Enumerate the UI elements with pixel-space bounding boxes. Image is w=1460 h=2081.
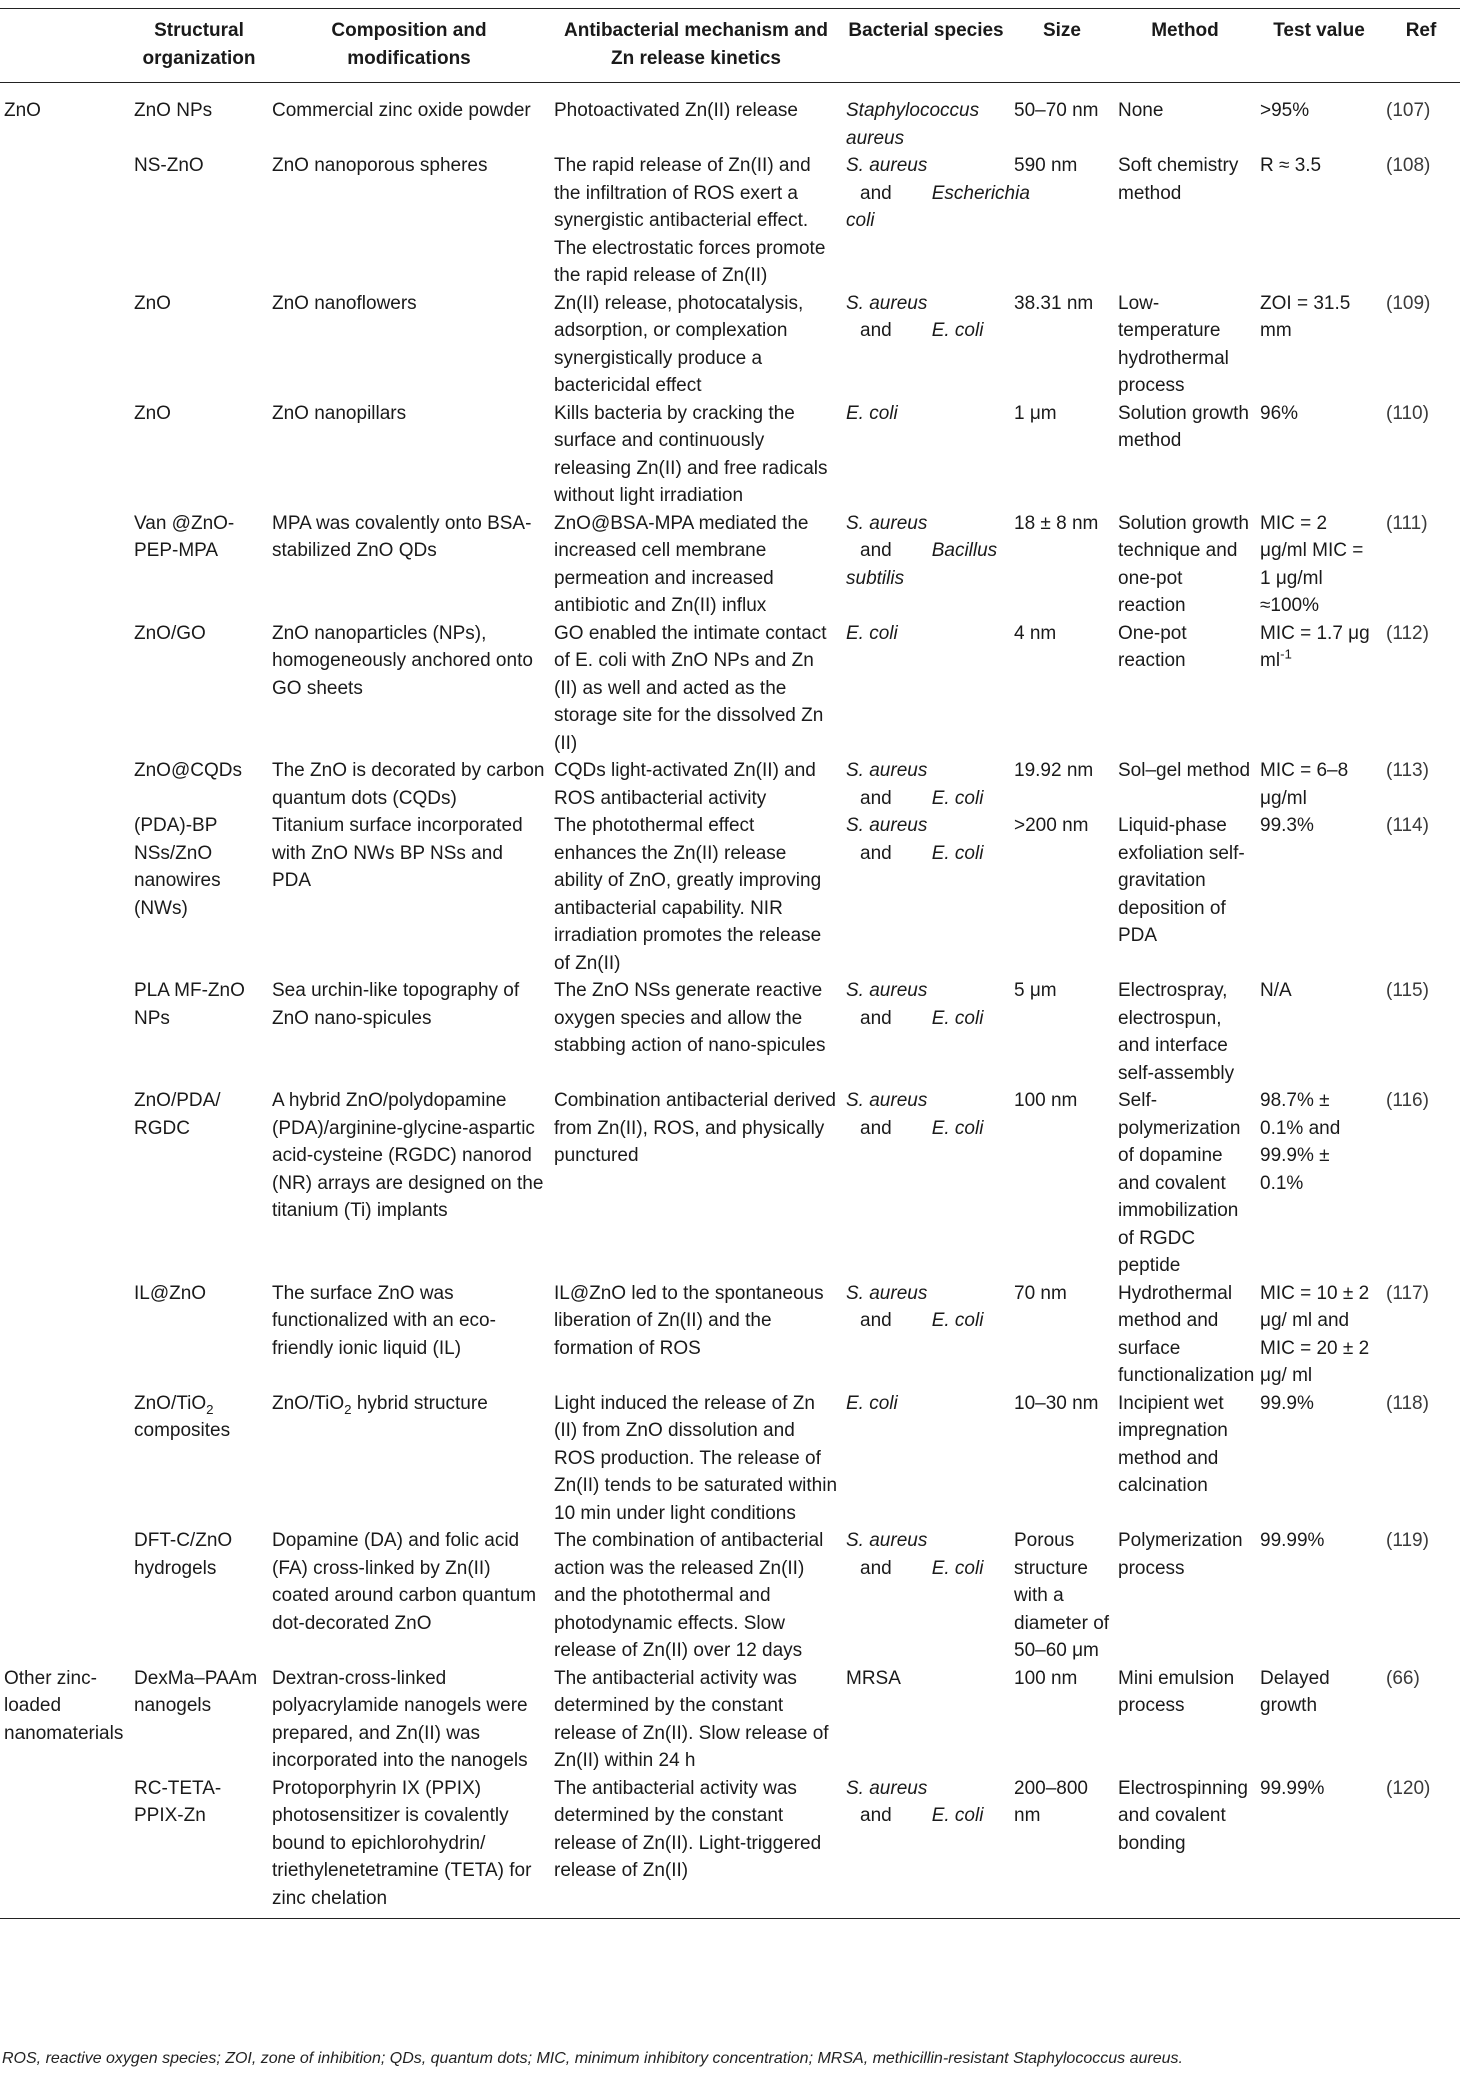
cell-ref: (113) bbox=[1386, 760, 1429, 781]
species-conjunction: and bbox=[860, 1805, 892, 1826]
cell-structure: ZnO/TiO$_2$ composites bbox=[134, 1392, 231, 1441]
cell-category bbox=[0, 1527, 130, 1665]
cell-method: Self-polymerization of dopamine and covalent immobilization of RGDC peptide bbox=[1118, 1090, 1241, 1276]
cell-composition: Protoporphyrin IX (PPIX) photosensitizer is covalently bound to epichlorohydrin/ triethylenetetramine (TETA) for zinc chelation bbox=[272, 1777, 532, 1909]
cell-ref: (115) bbox=[1386, 980, 1429, 1001]
cell-ref: (116) bbox=[1386, 1090, 1429, 1111]
table-row bbox=[0, 510, 1460, 620]
cell-method: Liquid-phase exfoliation self-gravitation deposition of PDA bbox=[1118, 815, 1245, 946]
species-name: E. coli bbox=[931, 1007, 984, 1029]
cell-category bbox=[0, 400, 130, 510]
table-row bbox=[0, 977, 1460, 1087]
cell-test-value: 99.3% bbox=[1260, 815, 1314, 836]
species-conjunction: and bbox=[860, 1007, 892, 1029]
cell-method: Solution growth method bbox=[1118, 402, 1249, 451]
cell-mechanism: Kills bacteria by cracking the surface and continuously releasing Zn(II) and free radicals without light irradiation bbox=[554, 402, 828, 506]
cell-composition: MPA was covalently onto BSA-stabilized ZnO QDs bbox=[272, 512, 532, 561]
cell-composition: The surface ZnO was functionalized with an eco-friendly ionic liquid (IL) bbox=[272, 1282, 496, 1359]
cell-ref: (110) bbox=[1386, 402, 1429, 424]
cell-ref: (119) bbox=[1386, 1530, 1429, 1551]
cell-structure: IL@ZnO bbox=[134, 1282, 207, 1304]
cell-category bbox=[0, 510, 130, 620]
cell-test-value: MIC = 10 ± 2 μg/ ml and MIC = 20 ± 2 μg/ ml bbox=[1260, 1282, 1370, 1386]
table-row bbox=[0, 757, 1460, 812]
cell-structure: ZnO bbox=[134, 402, 171, 424]
species-conjunction: and bbox=[860, 1117, 892, 1139]
cell-test-value: MIC = 6–8 μg/ml bbox=[1260, 760, 1349, 809]
species-name: S. aureus bbox=[846, 1777, 928, 1799]
species-name: Bacillus subtilis bbox=[846, 540, 998, 589]
cell-category bbox=[0, 620, 130, 758]
cell-category bbox=[0, 977, 130, 1087]
cell-size: 19.92 nm bbox=[1014, 760, 1094, 781]
cell-ref: (66) bbox=[1386, 1667, 1420, 1689]
header-row bbox=[0, 9, 1460, 83]
cell-composition: Dextran-cross-linked polyacrylamide nanogels were prepared, and Zn(II) was incorporated into the nanogels bbox=[272, 1667, 528, 1771]
header-species: Bacterial species bbox=[848, 20, 1004, 41]
cell-species bbox=[842, 400, 1010, 510]
cell-composition: Commercial zinc oxide powder bbox=[272, 100, 531, 121]
species-conjunction: and bbox=[860, 320, 892, 341]
cell-test-value: 99.9% bbox=[1260, 1392, 1314, 1414]
table-body bbox=[0, 83, 1460, 1919]
cell-composition: ZnO nanoparticles (NPs), homogeneously anchored onto GO sheets bbox=[272, 622, 533, 699]
species-name: E. coli bbox=[931, 1310, 984, 1331]
species-name: E. coli bbox=[931, 842, 984, 864]
cell-composition: ZnO/TiO$_2$ hybrid structure bbox=[272, 1392, 488, 1417]
cell-ref: (111) bbox=[1386, 512, 1428, 534]
cell-mechanism: The rapid release of Zn(II) and the infiltration of ROS exert a synergistic antibacterial effect. The electrostatic forces promote the rapid release of Zn(II) bbox=[554, 155, 826, 286]
table-header bbox=[0, 9, 1460, 83]
cell-species bbox=[842, 812, 1010, 977]
table-row bbox=[0, 1775, 1460, 1919]
cell-mechanism: The photothermal effect enhances the Zn(II) release ability of ZnO, greatly improving antibacterial capability. NIR irradiation promotes the release of Zn(II) bbox=[554, 815, 822, 974]
table-row bbox=[0, 1527, 1460, 1665]
cell-species bbox=[842, 1390, 1010, 1528]
cell-species bbox=[842, 757, 1010, 812]
cell-method: Solution growth technique and one-pot reaction bbox=[1118, 512, 1249, 616]
species-conjunction: and bbox=[860, 1310, 892, 1331]
cell-species bbox=[842, 977, 1010, 1087]
table-row bbox=[0, 1280, 1460, 1390]
cell-species bbox=[842, 290, 1010, 400]
species-conjunction: and bbox=[860, 182, 892, 204]
cell-method: Polymerization process bbox=[1118, 1530, 1243, 1579]
cell-size: 590 nm bbox=[1014, 155, 1078, 176]
cell-size: 70 nm bbox=[1014, 1282, 1067, 1304]
cell-ref: (120) bbox=[1386, 1777, 1431, 1799]
cell-species bbox=[842, 83, 1010, 153]
cell-mechanism: GO enabled the intimate contact of E. coli with ZnO NPs and Zn (II) as well and acted as the storage site for the dissolved Zn (II) bbox=[554, 622, 827, 754]
cell-composition: ZnO nanopillars bbox=[272, 402, 407, 424]
species-name: E. coli bbox=[931, 1557, 984, 1579]
cell-composition: ZnO nanoporous spheres bbox=[272, 155, 488, 176]
species-name: Staphylococcus bbox=[846, 100, 980, 121]
species-name: S. aureus bbox=[846, 980, 928, 1001]
table-row bbox=[0, 620, 1460, 758]
cell-size: 100 nm bbox=[1014, 1667, 1078, 1689]
cell-species bbox=[842, 1087, 1010, 1280]
cell-test-value: R ≈ 3.5 bbox=[1260, 155, 1322, 176]
cell-test-value: 99.99% bbox=[1260, 1530, 1325, 1551]
species-name: S. aureus bbox=[846, 512, 928, 534]
species-name: S. aureus bbox=[846, 1530, 928, 1551]
cell-size: >200 nm bbox=[1014, 815, 1089, 836]
cell-method: One-pot reaction bbox=[1118, 622, 1187, 671]
cell-species bbox=[842, 1775, 1010, 1919]
cell-structure: DFT-C/ZnO hydrogels bbox=[134, 1530, 233, 1579]
cell-composition: ZnO nanoflowers bbox=[272, 292, 417, 314]
table-row bbox=[0, 83, 1460, 153]
cell-method: Low-temperature hydrothermal process bbox=[1118, 292, 1229, 396]
cell-size: 18 ± 8 nm bbox=[1014, 512, 1099, 534]
cell-size: 200–800 nm bbox=[1014, 1777, 1088, 1826]
cell-mechanism: The ZnO NSs generate reactive oxygen species and allow the stabbing action of nano-spicules bbox=[554, 980, 826, 1056]
cell-category: Other zinc-loaded nanomaterials bbox=[4, 1667, 124, 1744]
cell-size: 1 μm bbox=[1014, 402, 1057, 424]
cell-category bbox=[0, 1775, 130, 1919]
header-size: Size bbox=[1042, 20, 1082, 41]
species-conjunction: and bbox=[860, 540, 892, 561]
cell-test-value: MIC = 1.7 μg $ml^{-1}$ bbox=[1260, 622, 1370, 671]
cell-size: 5 μm bbox=[1014, 980, 1057, 1001]
table-row bbox=[0, 1665, 1460, 1775]
cell-structure: ZnO bbox=[134, 292, 171, 314]
cell-size: 100 nm bbox=[1014, 1090, 1078, 1111]
cell-ref: (107) bbox=[1386, 100, 1431, 121]
cell-test-value: N/A bbox=[1260, 980, 1292, 1001]
cell-method: Sol–gel method bbox=[1118, 760, 1251, 781]
cell-ref: (114) bbox=[1386, 815, 1429, 836]
cell-method: Mini emulsion process bbox=[1118, 1667, 1235, 1716]
cell-structure: PLA MF-ZnO NPs bbox=[134, 980, 245, 1029]
cell-size: 50–70 nm bbox=[1014, 100, 1099, 121]
cell-category bbox=[0, 812, 130, 977]
species-conjunction: and bbox=[860, 842, 892, 864]
cell-species bbox=[842, 620, 1010, 758]
table-row bbox=[0, 152, 1460, 290]
cell-structure: NS-ZnO bbox=[134, 155, 204, 176]
cell-size: 38.31 nm bbox=[1014, 292, 1094, 314]
cell-size: 4 nm bbox=[1014, 622, 1057, 644]
table-row bbox=[0, 290, 1460, 400]
cell-species bbox=[842, 1665, 1010, 1775]
species-name: S. aureus bbox=[846, 1090, 928, 1111]
cell-method: Incipient wet impregnation method and calcination bbox=[1118, 1392, 1228, 1496]
cell-structure: (PDA)-BP NSs/ZnO nanowires (NWs) bbox=[134, 815, 221, 919]
species-name: S. aureus bbox=[846, 1282, 928, 1304]
header-structure: Structural organization bbox=[142, 20, 256, 69]
cell-structure: DexMa–PAAm nanogels bbox=[134, 1667, 258, 1716]
cell-test-value: 96% bbox=[1260, 402, 1299, 424]
species-name: E. coli bbox=[931, 1805, 984, 1826]
cell-category bbox=[0, 1280, 130, 1390]
cell-composition: The ZnO is decorated by carbon quantum dots (CQDs) bbox=[272, 760, 545, 809]
cell-test-value: 99.99% bbox=[1260, 1777, 1325, 1799]
species-name: S. aureus bbox=[846, 155, 928, 176]
cell-mechanism: Combination antibacterial derived from Zn(II), ROS, and physically punctured bbox=[554, 1090, 836, 1166]
cell-category bbox=[0, 290, 130, 400]
species-name: Escherichia coli bbox=[846, 182, 1030, 231]
table-row bbox=[0, 1390, 1460, 1528]
species-name: S. aureus bbox=[846, 815, 928, 836]
species-conjunction: and bbox=[860, 1557, 892, 1579]
cell-mechanism: CQDs light-activated Zn(II) and ROS antibacterial activity bbox=[554, 760, 816, 809]
header-category bbox=[0, 9, 130, 83]
cell-method: Electrospray, electrospun, and interface self-assembly bbox=[1118, 980, 1235, 1084]
cell-mechanism: ZnO@BSA-MPA mediated the increased cell membrane permeation and increased antibiotic and Zn(II) influx bbox=[554, 512, 809, 616]
cell-mechanism: IL@ZnO led to the spontaneous liberation of Zn(II) and the formation of ROS bbox=[554, 1282, 824, 1359]
cell-ref: (118) bbox=[1386, 1392, 1429, 1414]
cell-composition: Dopamine (DA) and folic acid (FA) cross-linked by Zn(II) coated around carbon quantum dot-decorated ZnO bbox=[272, 1530, 537, 1634]
header-mechanism: Antibacterial mechanism and Zn release kinetics bbox=[564, 20, 828, 69]
cell-test-value: Delayed growth bbox=[1260, 1667, 1330, 1716]
species-name: E. coli bbox=[931, 320, 984, 341]
table-footnote: ROS, reactive oxygen species; ZOI, zone of inhibition; QDs, quantum dots; MIC, minimum inhibitory concentration; MRSA, methicillin-resistant Staphylococcus aureus. bbox=[2, 2050, 1183, 2067]
cell-composition: Sea urchin-like topography of ZnO nano-spicules bbox=[272, 980, 520, 1029]
cell-structure: ZnO/PDA/ RGDC bbox=[134, 1090, 221, 1139]
cell-structure: ZnO/GO bbox=[134, 622, 206, 644]
cell-structure: ZnO NPs bbox=[134, 100, 213, 121]
zinc-antibacterial-table bbox=[0, 8, 1460, 1919]
cell-mechanism: The antibacterial activity was determined by the constant release of Zn(II). Light-triggered release of Zn(II) bbox=[554, 1777, 822, 1881]
species-name: S. aureus bbox=[846, 760, 928, 781]
cell-ref: (117) bbox=[1386, 1282, 1429, 1304]
table-row bbox=[0, 1087, 1460, 1280]
cell-test-value: 98.7% ± 0.1% and 99.9% ± 0.1% bbox=[1260, 1090, 1341, 1194]
cell-method: None bbox=[1118, 100, 1164, 121]
cell-category bbox=[0, 1390, 130, 1528]
cell-ref: (108) bbox=[1386, 155, 1431, 176]
cell-species bbox=[842, 1280, 1010, 1390]
cell-method: Hydrothermal method and surface functionalization bbox=[1118, 1282, 1255, 1386]
cell-species bbox=[842, 510, 1010, 620]
header-composition: Composition and modifications bbox=[331, 20, 487, 69]
species-name: E. coli bbox=[931, 787, 984, 809]
cell-structure: ZnO@CQDs bbox=[134, 760, 242, 781]
table-row bbox=[0, 400, 1460, 510]
species-name: E. coli bbox=[846, 1392, 898, 1414]
cell-test-value: >95% bbox=[1260, 100, 1310, 121]
cell-method: Soft chemistry method bbox=[1118, 155, 1239, 204]
species-name: E. coli bbox=[846, 622, 898, 644]
cell-composition: Titanium surface incorporated with ZnO NWs BP NSs and PDA bbox=[272, 815, 523, 891]
cell-category: ZnO bbox=[4, 100, 41, 121]
cell-species bbox=[842, 152, 1030, 290]
header-test-value: Test value bbox=[1273, 20, 1365, 41]
cell-ref: (109) bbox=[1386, 292, 1431, 314]
cell-species bbox=[842, 1527, 1010, 1665]
header-ref: Ref bbox=[1405, 20, 1437, 41]
cell-mechanism: The antibacterial activity was determined by the constant release of Zn(II). Slow release of Zn(II) within 24 h bbox=[554, 1667, 829, 1771]
species-name: E. coli bbox=[931, 1117, 984, 1139]
cell-category bbox=[0, 1087, 130, 1280]
cell-test-value: ZOI = 31.5 mm bbox=[1260, 292, 1351, 341]
cell-size: 10–30 nm bbox=[1014, 1392, 1099, 1414]
species-name: E. coli bbox=[846, 402, 898, 424]
cell-category bbox=[0, 757, 130, 812]
species-name: aureus bbox=[846, 127, 905, 149]
cell-mechanism: Zn(II) release, photocatalysis, adsorption, or complexation synergistically produce a bactericidal effect bbox=[554, 292, 804, 396]
cell-structure: Van @ZnO-PEP-MPA bbox=[134, 512, 235, 561]
cell-structure: RC-TETA-PPIX-Zn bbox=[134, 1777, 222, 1826]
cell-mechanism: The combination of antibacterial action was the released Zn(II) and the photothermal and photodynamic effects. Slow release of Zn(II) over 12 days bbox=[554, 1530, 824, 1661]
header-method: Method bbox=[1151, 20, 1219, 41]
cell-mechanism: Photoactivated Zn(II) release bbox=[554, 100, 798, 121]
species-name: MRSA bbox=[846, 1667, 901, 1689]
species-conjunction: and bbox=[860, 787, 892, 809]
table-row bbox=[0, 812, 1460, 977]
cell-size: Porous structure with a diameter of 50–60 μm bbox=[1014, 1530, 1110, 1661]
cell-mechanism: Light induced the release of Zn (II) from ZnO dissolution and ROS production. The release of Zn(II) tends to be saturated within 10 min under light conditions bbox=[554, 1392, 838, 1524]
species-name: S. aureus bbox=[846, 292, 928, 314]
cell-test-value: MIC = 2 μg/ml MIC = 1 μg/ml ≈100% bbox=[1260, 512, 1364, 616]
cell-ref: (112) bbox=[1386, 622, 1429, 644]
cell-composition: A hybrid ZnO/polydopamine (PDA)/arginine-glycine-aspartic acid-cysteine (RGDC) nanorod (NR) arrays are designed on the titanium (Ti) implants bbox=[272, 1090, 544, 1221]
cell-category bbox=[0, 152, 130, 290]
cell-method: Electrospinning and covalent bonding bbox=[1118, 1777, 1248, 1854]
